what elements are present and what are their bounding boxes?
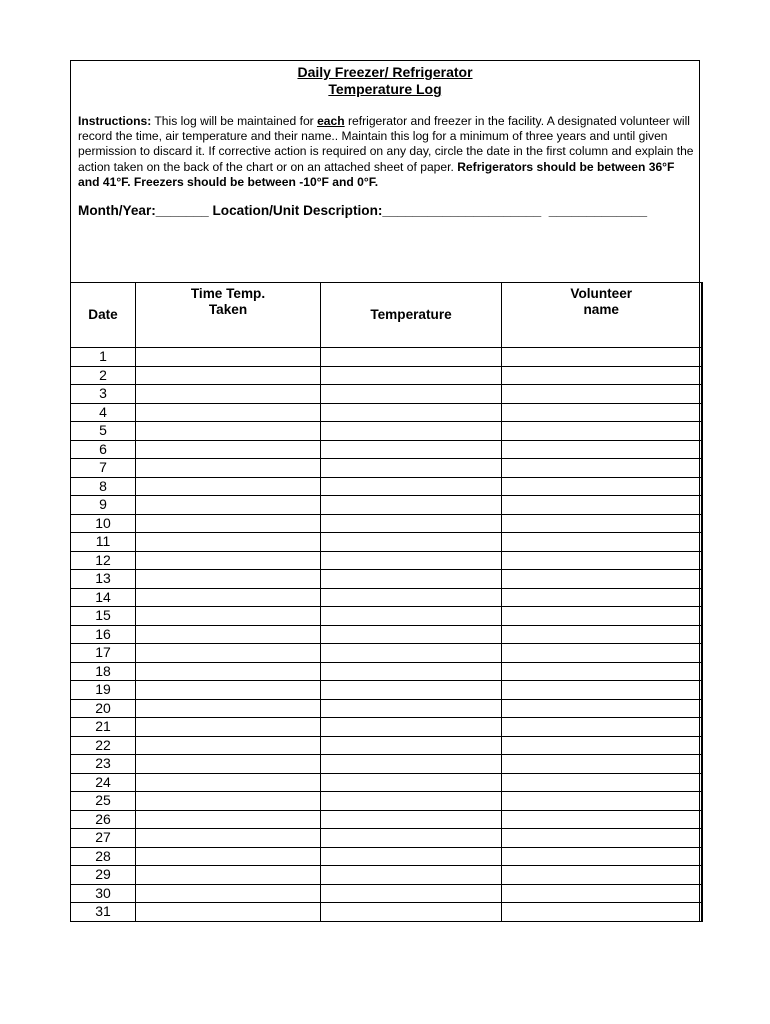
volunteer-name-cell[interactable]: [502, 884, 702, 903]
volunteer-name-cell[interactable]: [502, 662, 702, 681]
form-title-line1: Daily Freezer/ Refrigerator: [297, 64, 473, 80]
time-taken-cell[interactable]: [136, 866, 321, 885]
time-taken-cell[interactable]: [136, 884, 321, 903]
table-row: [71, 477, 702, 496]
time-taken-cell[interactable]: [136, 570, 321, 589]
time-taken-cell[interactable]: [136, 810, 321, 829]
temperature-cell[interactable]: [321, 366, 502, 385]
temperature-cell[interactable]: [321, 588, 502, 607]
time-taken-cell[interactable]: [136, 829, 321, 848]
temperature-cell[interactable]: [321, 625, 502, 644]
volunteer-name-cell[interactable]: [502, 829, 702, 848]
time-taken-cell[interactable]: [136, 366, 321, 385]
temperature-cell[interactable]: [321, 866, 502, 885]
time-taken-cell[interactable]: [136, 385, 321, 404]
volunteer-name-cell[interactable]: [502, 718, 702, 737]
volunteer-name-cell[interactable]: [502, 440, 702, 459]
time-taken-cell[interactable]: [136, 477, 321, 496]
temperature-cell[interactable]: [321, 736, 502, 755]
temperature-cell[interactable]: [321, 847, 502, 866]
day-number: 29: [71, 866, 136, 885]
day-number: 22: [71, 736, 136, 755]
volunteer-name-cell[interactable]: [502, 422, 702, 441]
volunteer-name-cell[interactable]: [502, 607, 702, 626]
temperature-cell[interactable]: [321, 607, 502, 626]
table-row: [71, 699, 702, 718]
volunteer-name-cell[interactable]: [502, 588, 702, 607]
day-number: 28: [71, 847, 136, 866]
temperature-cell[interactable]: [321, 477, 502, 496]
form-header: [71, 61, 699, 283]
volunteer-name-cell[interactable]: [502, 847, 702, 866]
table-row: [71, 884, 702, 903]
temperature-cell[interactable]: [321, 570, 502, 589]
instructions-temperature-ranges: Refrigerators should be between 36°F and 41°F. Freezers should be between -10°F and 0°F.: [78, 159, 675, 189]
temperature-cell[interactable]: [321, 422, 502, 441]
table-row: [71, 533, 702, 552]
temperature-log-table: [70, 282, 703, 922]
day-number: 23: [71, 755, 136, 774]
time-taken-cell[interactable]: [136, 403, 321, 422]
volunteer-name-cell[interactable]: [502, 533, 702, 552]
header-time-taken: Time Temp. Taken: [136, 283, 321, 348]
temperature-log-form: [70, 60, 700, 922]
day-number: 1: [71, 348, 136, 367]
temperature-cell[interactable]: [321, 903, 502, 922]
day-number: 30: [71, 884, 136, 903]
table-row: [71, 736, 702, 755]
temperature-cell[interactable]: [321, 514, 502, 533]
table-row: [71, 644, 702, 663]
volunteer-name-cell[interactable]: [502, 810, 702, 829]
table-row: [71, 385, 702, 404]
day-number: 14: [71, 588, 136, 607]
time-taken-cell[interactable]: [136, 551, 321, 570]
volunteer-name-cell[interactable]: [502, 477, 702, 496]
table-row: [71, 866, 702, 885]
time-taken-cell[interactable]: [136, 662, 321, 681]
table-row: [71, 403, 702, 422]
instructions-each: each: [317, 114, 345, 128]
volunteer-name-cell[interactable]: [502, 625, 702, 644]
day-number: 8: [71, 477, 136, 496]
day-number: 17: [71, 644, 136, 663]
time-taken-cell[interactable]: [136, 607, 321, 626]
time-taken-cell[interactable]: [136, 644, 321, 663]
time-taken-cell[interactable]: [136, 773, 321, 792]
volunteer-name-cell[interactable]: [502, 514, 702, 533]
temperature-cell[interactable]: [321, 644, 502, 663]
form-title-line2: Temperature Log: [328, 81, 442, 97]
day-number: 19: [71, 681, 136, 700]
time-taken-cell[interactable]: [136, 588, 321, 607]
header-temperature: Temperature: [321, 283, 502, 348]
time-taken-cell[interactable]: [136, 755, 321, 774]
day-number: 15: [71, 607, 136, 626]
day-number: 4: [71, 403, 136, 422]
volunteer-name-cell[interactable]: [502, 903, 702, 922]
table-row: [71, 551, 702, 570]
volunteer-name-cell[interactable]: [502, 736, 702, 755]
temperature-cell[interactable]: [321, 681, 502, 700]
temperature-cell[interactable]: [321, 792, 502, 811]
day-number: 10: [71, 514, 136, 533]
time-taken-cell[interactable]: [136, 514, 321, 533]
time-taken-cell[interactable]: [136, 440, 321, 459]
day-number: 9: [71, 496, 136, 515]
table-header-row: [71, 283, 702, 348]
table-row: [71, 662, 702, 681]
temperature-cell[interactable]: [321, 884, 502, 903]
month-location-line[interactable]: Month/Year:_______ Location/Unit Description:_____________________ _____________: [78, 203, 648, 218]
table-row: [71, 755, 702, 774]
volunteer-name-cell[interactable]: [502, 773, 702, 792]
time-taken-cell[interactable]: [136, 533, 321, 552]
table-row: [71, 588, 702, 607]
time-taken-cell[interactable]: [136, 625, 321, 644]
temperature-cell[interactable]: [321, 551, 502, 570]
temperature-cell[interactable]: [321, 440, 502, 459]
time-taken-cell[interactable]: [136, 681, 321, 700]
time-taken-cell[interactable]: [136, 718, 321, 737]
day-number: 24: [71, 773, 136, 792]
day-number: 11: [71, 533, 136, 552]
temperature-cell[interactable]: [321, 773, 502, 792]
temperature-cell[interactable]: [321, 348, 502, 367]
volunteer-name-cell[interactable]: [502, 570, 702, 589]
temperature-cell[interactable]: [321, 662, 502, 681]
volunteer-name-cell[interactable]: [502, 644, 702, 663]
instructions-text-1: This log will be maintained for: [151, 114, 318, 128]
temperature-cell[interactable]: [321, 810, 502, 829]
day-number: 2: [71, 366, 136, 385]
volunteer-name-cell[interactable]: [502, 866, 702, 885]
day-number: 16: [71, 625, 136, 644]
time-taken-cell[interactable]: [136, 496, 321, 515]
table-row: [71, 422, 702, 441]
time-taken-cell[interactable]: [136, 459, 321, 478]
table-row: [71, 607, 702, 626]
day-number: 21: [71, 718, 136, 737]
table-row: [71, 903, 702, 922]
day-number: 6: [71, 440, 136, 459]
table-body: [71, 348, 702, 922]
volunteer-name-cell[interactable]: [502, 496, 702, 515]
day-number: 25: [71, 792, 136, 811]
time-taken-cell[interactable]: [136, 699, 321, 718]
instructions-label: Instructions:: [78, 114, 152, 128]
day-number: 5: [71, 422, 136, 441]
temperature-cell[interactable]: [321, 496, 502, 515]
time-taken-cell[interactable]: [136, 792, 321, 811]
day-number: 31: [71, 903, 136, 922]
temperature-cell[interactable]: [321, 829, 502, 848]
volunteer-name-cell[interactable]: [502, 681, 702, 700]
table-row: [71, 496, 702, 515]
day-number: 12: [71, 551, 136, 570]
day-number: 26: [71, 810, 136, 829]
temperature-cell[interactable]: [321, 403, 502, 422]
table-row: [71, 792, 702, 811]
instructions-text-2: refrigerator and freezer in the facility. A designated volunteer will record the time, air temperature and their name.. Maintain this log for a minimum of three years and until given permission to discard it. If corrective action is required on any day, circle the date in the first column and explain the action taken on the back of the chart or on an attached sheet of paper.: [78, 114, 694, 174]
temperature-cell[interactable]: [321, 718, 502, 737]
table-row: [71, 440, 702, 459]
time-taken-cell[interactable]: [136, 903, 321, 922]
header-date: Date: [71, 283, 136, 348]
temperature-cell[interactable]: [321, 699, 502, 718]
day-number: 13: [71, 570, 136, 589]
table-row: [71, 847, 702, 866]
table-row: [71, 459, 702, 478]
volunteer-name-cell[interactable]: [502, 792, 702, 811]
table-row: [71, 570, 702, 589]
day-number: 7: [71, 459, 136, 478]
temperature-cell[interactable]: [321, 755, 502, 774]
table-row: [71, 625, 702, 644]
temperature-cell[interactable]: [321, 533, 502, 552]
time-taken-cell[interactable]: [136, 736, 321, 755]
table-row: [71, 366, 702, 385]
volunteer-name-cell[interactable]: [502, 348, 702, 367]
time-taken-cell[interactable]: [136, 348, 321, 367]
day-number: 3: [71, 385, 136, 404]
temperature-cell[interactable]: [321, 385, 502, 404]
volunteer-name-cell[interactable]: [502, 755, 702, 774]
table-row: [71, 829, 702, 848]
volunteer-name-cell[interactable]: [502, 551, 702, 570]
table-row: [71, 718, 702, 737]
table-row: [71, 348, 702, 367]
volunteer-name-cell[interactable]: [502, 385, 702, 404]
volunteer-name-cell[interactable]: [502, 366, 702, 385]
table-row: [71, 773, 702, 792]
volunteer-name-cell[interactable]: [502, 459, 702, 478]
volunteer-name-cell[interactable]: [502, 403, 702, 422]
temperature-cell[interactable]: [321, 459, 502, 478]
day-number: 27: [71, 829, 136, 848]
table-row: [71, 810, 702, 829]
instructions-paragraph: [78, 114, 694, 190]
table-row: [71, 681, 702, 700]
day-number: 20: [71, 699, 136, 718]
time-taken-cell[interactable]: [136, 847, 321, 866]
volunteer-name-cell[interactable]: [502, 699, 702, 718]
header-volunteer-name: Volunteer name: [502, 283, 702, 348]
table-row: [71, 514, 702, 533]
time-taken-cell[interactable]: [136, 422, 321, 441]
day-number: 18: [71, 662, 136, 681]
